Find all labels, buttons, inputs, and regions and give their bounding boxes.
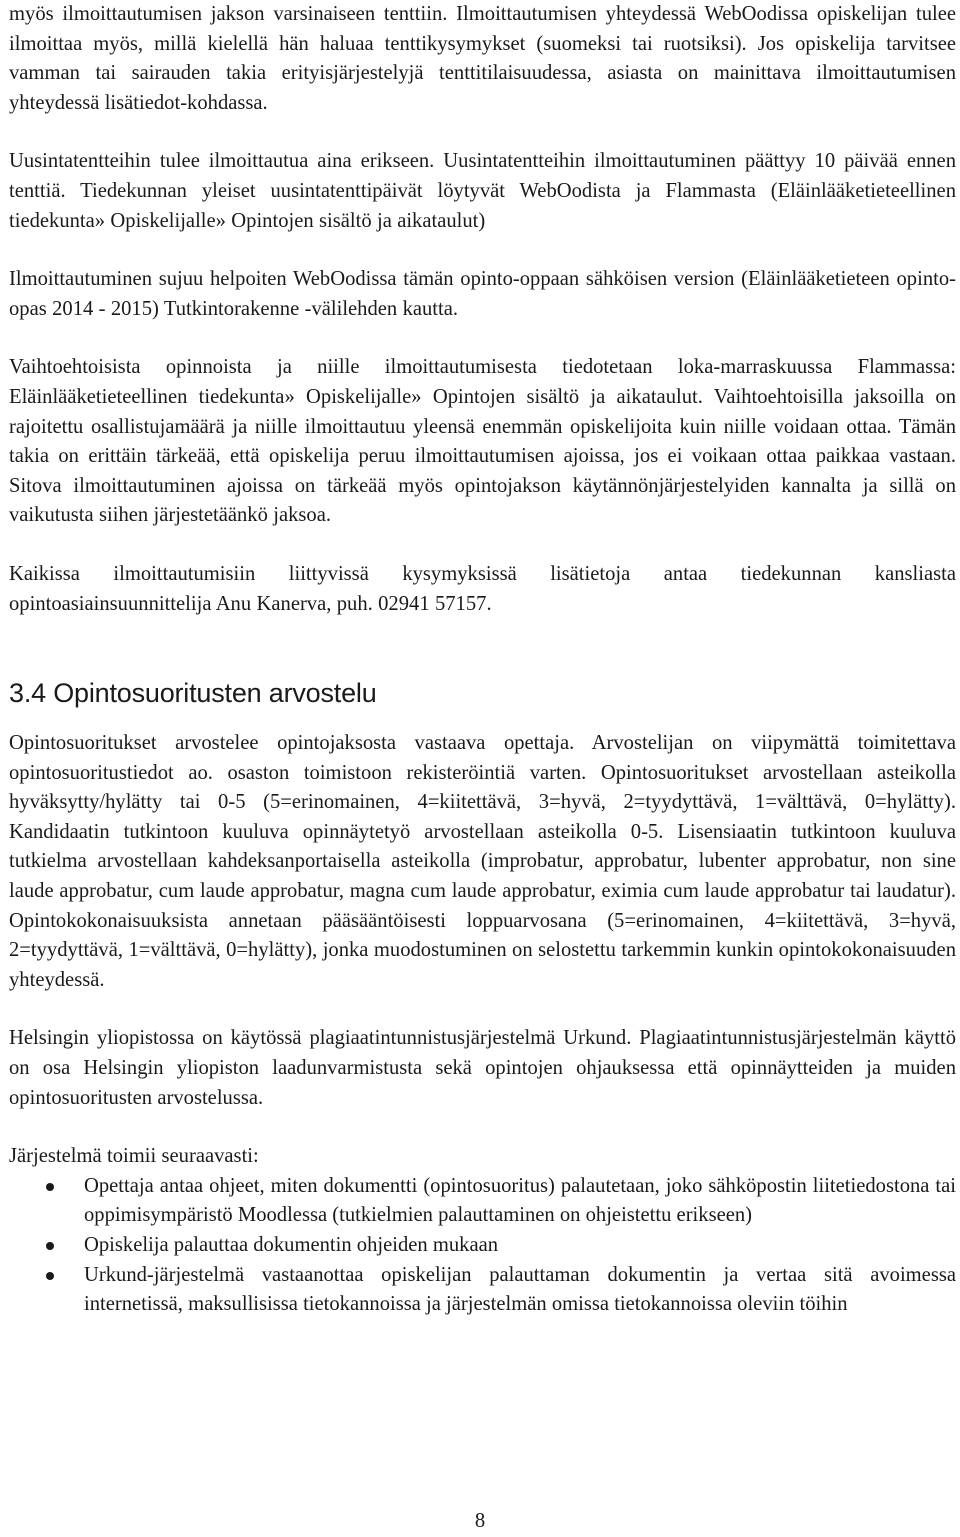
bullet-icon xyxy=(46,1183,54,1191)
paragraph-registration-continued: myös ilmoittautumisen jakson varsinaiseen tenttiin. Ilmoittautumisen yhteydessä WebOodissa opiskelijan tulee ilmoittaa myös, millä kielellä hän haluaa tenttikysymykset (suomeksi tai ruotsiksi). Jos opiskelija tarvitsee vamman tai sairauden takia erityisjärjestelyjä tenttitilaisuudessa, asiasta on mainittava ilmoittautumisen yhteydessä lisätiedot-kohdassa. xyxy=(9,3,956,114)
paragraph-contact-info: Kaikissa ilmoittautumisiin liittyvissä kysymyksissä lisätietoja antaa tiedekunnan kansliasta opintoasiainsuunnittelija Anu Kanerva, puh. 02941 57157. xyxy=(9,562,956,615)
list-item xyxy=(9,1231,956,1261)
list-item xyxy=(9,1261,956,1320)
list-item xyxy=(9,1172,956,1231)
bullet-icon xyxy=(46,1272,54,1280)
section-heading: 3.4 Opintosuoritusten arvostelu xyxy=(9,678,377,709)
document-page xyxy=(9,0,956,1320)
list-item-text: Opiskelija palauttaa dokumentin ohjeiden mukaan xyxy=(84,1234,499,1256)
bullet-list xyxy=(9,1172,956,1320)
paragraph-resit-exams: Uusintatentteihin tulee ilmoittautua aina erikseen. Uusintatentteihin ilmoittautuminen päättyy 10 päivää ennen tenttiä. Tiedekunnan yleiset uusintatenttipäivät löytyvät WebOodista ja Flammasta (Eläinlääketieteellinen tiedekunta» Opiskelijalle» Opintojen sisältö ja aikataulut) xyxy=(9,150,956,232)
paragraph-plagiarism-system: Helsingin yliopistossa on käytössä plagiaatintunnistusjärjestelmä Urkund. Plagiaatintunnistusjärjestelmän käyttö on osa Helsingin yliopiston laadunvarmistusta sekä opintojen ohjauksessa että opinnäytteiden ja muiden opintosuoritusten arvostelussa. xyxy=(9,1027,956,1109)
paragraph-system-intro: Järjestelmä toimii seuraavasti: xyxy=(9,1145,259,1168)
list-item-text: Urkund-järjestelmä vastaanottaa opiskelijan palauttaman dokumentin ja vertaa sitä avoimessa internetissä, maksullisissa tietokannoissa ja järjestelmän omissa tietokannoissa oleviin töihin xyxy=(84,1263,956,1316)
bullet-icon xyxy=(46,1242,54,1250)
paragraph-weboodi-registration: Ilmoittautuminen sujuu helpoiten WebOodissa tämän opinto-oppaan sähköisen version (Eläinlääketieteen opinto-opas 2014 - 2015) Tutkintorakenne -välilehden kautta. xyxy=(9,268,956,320)
paragraph-grading: Opintosuoritukset arvostelee opintojaksosta vastaava opettaja. Arvostelijan on viipymättä toimitettava opintosuoritustiedot ao. osaston toimistoon rekisteröintiä varten. Opintosuoritukset arvostellaan asteikolla hyväksytty/hylätty tai 0-5 (5=erinomainen, 4=kiitettävä, 3=hyvä, 2=tyydyttävä, 1=välttävä, 0=hylätty). Kandidaatin tutkintoon kuuluva opinnäytetyö arvostellaan asteikolla 0-5. Lisensiaatin tutkintoon kuuluva tutkielma arvostellaan kahdeksanportaisella asteikolla (improbatur, approbatur, lubenter approbatur, non sine laude approbatur, cum laude approbatur, magna cum laude approbatur, eximia cum laude approbatur tai laudatur). Opintokokonaisuuksista annetaan pääsääntöisesti loppuarvosana (5=erinomainen, 4=kiitettävä, 3=hyvä, 2=tyydyttävä, 1=välttävä, 0=hylätty), jonka muodostuminen on selostettu tarkemmin kunkin opintokokonaisuuden yhteydessä. xyxy=(9,732,956,991)
page-number: 8 xyxy=(474,1510,486,1532)
list-item-text: Opettaja antaa ohjeet, miten dokumentti (opintosuoritus) palautetaan, joko sähköpostin liitetiedostona tai oppimisympäristö Moodlessa (tutkielmien palauttaminen on ohjeistettu erikseen) xyxy=(84,1174,956,1227)
paragraph-elective-studies: Vaihtoehtoisista opinnoista ja niille ilmoittautumisesta tiedotetaan loka-marraskuussa Flammassa: Eläinlääketieteellinen tiedekunta» Opiskelijalle» Opintojen sisältö ja aikataulut. Vaihtoehtoisilla jaksoilla on rajoitettu osallistujamäärä ja niille ilmoittautuu yleensä enemmän opiskelijoita kuin niille voidaan ottaa. Tämän takia on erittäin tärkeää, että opiskelija peruu ilmoittautumisen ajoissa, jos ei voikaan ottaa paikkaa vastaan. Sitova ilmoittautuminen ajoissa on tärkeää myös opintojakson käytännönjärjestelyiden kannalta ja sillä on vaikutusta siihen järjestetäänkö jaksoa. xyxy=(9,356,956,527)
